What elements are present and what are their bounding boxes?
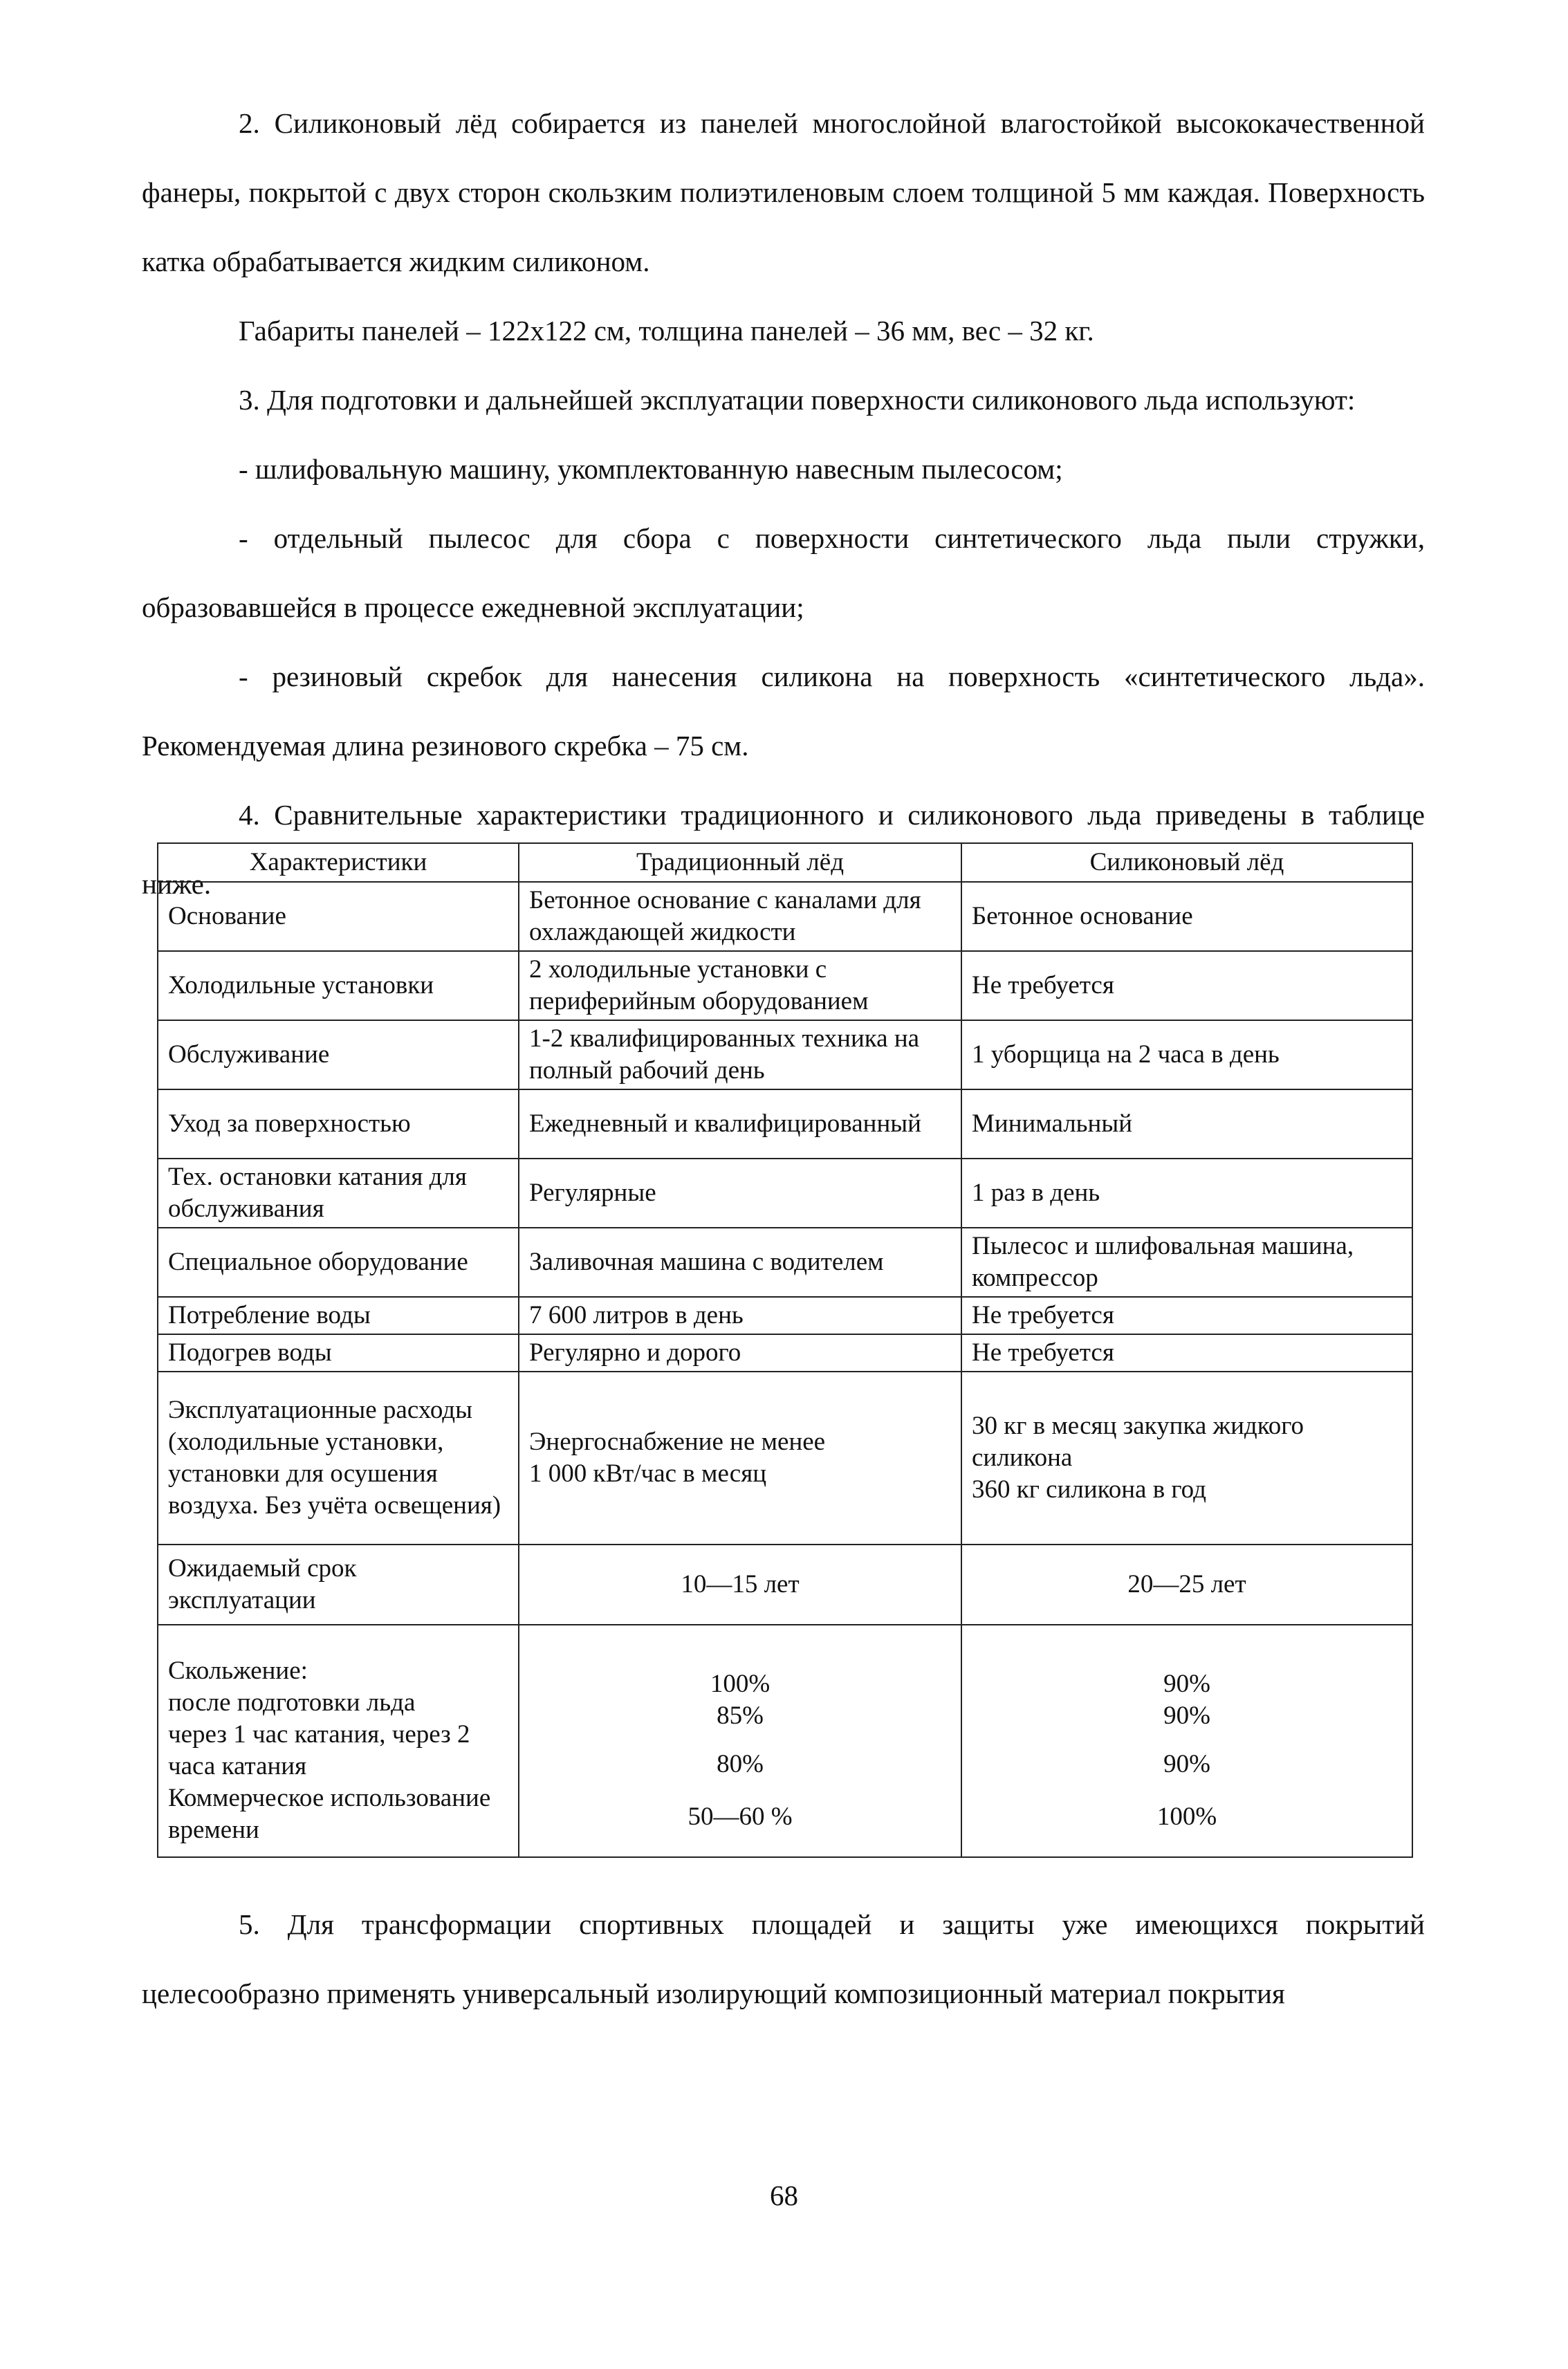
cell-text: Регулярно и дорого xyxy=(529,1338,741,1367)
comparison-table xyxy=(157,842,1413,1858)
table-cell xyxy=(961,1089,1412,1159)
cell-text: Заливочная машина с водителем xyxy=(529,1248,884,1276)
cell-text: Специальное оборудование xyxy=(168,1248,468,1276)
table-cell xyxy=(961,882,1412,951)
table-row xyxy=(158,1334,1412,1372)
table-cell xyxy=(519,1334,961,1372)
table-cell xyxy=(158,882,519,951)
cell-text: Подогрев воды xyxy=(168,1338,332,1367)
cell-text: Обслуживание xyxy=(168,1040,330,1069)
table-row-sliding xyxy=(158,1625,1412,1857)
cell-text: Потребление воды xyxy=(168,1301,371,1329)
table-cell xyxy=(519,951,961,1020)
paragraph: 3. Для подготовки и дальнейшей эксплуатации поверхности силиконового льда используют: xyxy=(239,384,1356,416)
cell-text: 100% xyxy=(710,1670,771,1698)
paragraph: 5. Для трансформации спортивных площадей и защиты уже имеющихся покрытий целесообразно применять универсальный изолирующий композиционный материал покрытия xyxy=(142,1908,1425,2009)
cell-text: Уход за поверхностью xyxy=(168,1109,411,1138)
cell-text: Минимальный xyxy=(972,1109,1133,1138)
table-cell xyxy=(519,1545,961,1625)
table-cell xyxy=(961,1372,1412,1545)
paragraph: Габариты панелей – 122х122 см, толщина панелей – 36 мм, вес – 32 кг. xyxy=(239,315,1094,347)
cell-text: 30 кг в месяц закупка жидкого силикона xyxy=(972,1412,1304,1472)
list-item: - резиновый скребок для нанесения силикона на поверхность «синтетического льда». Рекомендуемая длина резинового скребка – 75 см. xyxy=(142,661,1425,762)
column-header: Характеристики xyxy=(158,843,519,882)
table-cell xyxy=(519,882,961,951)
table-cell xyxy=(158,1228,519,1297)
table-cell xyxy=(961,1625,1412,1857)
cell-text: 50—60 % xyxy=(688,1803,793,1831)
table-cell xyxy=(158,1625,519,1857)
cell-text: Бетонное основание xyxy=(972,902,1193,930)
cell-text: 1 раз в день xyxy=(972,1179,1100,1207)
table-cell xyxy=(158,1159,519,1228)
cell-text: Энергоснабжение не менее xyxy=(529,1428,826,1456)
cell-text: Не требуется xyxy=(972,1338,1114,1367)
cell-text: Тех. остановки катания для обслуживания xyxy=(168,1163,467,1223)
cell-text: Ожидаемый срок эксплуатации xyxy=(168,1554,357,1614)
cell-text: 2 холодильные установки с периферийным оборудованием xyxy=(529,955,869,1015)
table-cell xyxy=(519,1297,961,1334)
cell-text: Не требуется xyxy=(972,1301,1114,1329)
page-number: 68 xyxy=(770,2179,798,2211)
cell-text: 1 000 кВт/час в месяц xyxy=(529,1459,767,1488)
cell-text: 85% xyxy=(717,1702,764,1730)
top-text xyxy=(142,89,1425,919)
table-cell xyxy=(519,1625,961,1857)
paragraph: 2. Силиконовый лёд собирается из панелей многослойной влагостойкой высококачественной фанеры, покрытой с двух сторон скользким полиэтиленовым слоем толщиной 5 мм каждая. Поверхность катка обрабатывается жидким силиконом. xyxy=(142,107,1425,277)
table-cell xyxy=(519,1089,961,1159)
table-cell xyxy=(519,1020,961,1089)
table-row xyxy=(158,1372,1412,1545)
cell-text: 360 кг силикона в год xyxy=(972,1475,1206,1504)
table-row xyxy=(158,1228,1412,1297)
table-row xyxy=(158,1159,1412,1228)
column-header: Традиционный лёд xyxy=(519,843,961,882)
cell-text: 20—25 лет xyxy=(1127,1570,1246,1598)
table-cell xyxy=(158,1297,519,1334)
table-header-row xyxy=(158,843,1412,882)
table-cell xyxy=(158,1545,519,1625)
cell-text: Пылесос и шлифовальная машина, компрессор xyxy=(972,1232,1354,1292)
cell-text: 1-2 квалифицированных техника на полный рабочий день xyxy=(529,1024,920,1085)
cell-text: 80% xyxy=(717,1750,764,1778)
table-cell xyxy=(158,1020,519,1089)
cell-text: Регулярные xyxy=(529,1179,656,1207)
cell-text: Коммерческое использование времени xyxy=(168,1784,491,1844)
bottom-text xyxy=(142,1890,1425,2028)
table-cell xyxy=(519,1228,961,1297)
cell-text: через 1 час катания, через 2 часа катания xyxy=(168,1720,470,1780)
cell-text: 100% xyxy=(1156,1803,1217,1831)
table-row xyxy=(158,1545,1412,1625)
column-header: Силиконовый лёд xyxy=(961,843,1412,882)
table-cell xyxy=(961,1545,1412,1625)
table-cell xyxy=(961,1228,1412,1297)
table-cell xyxy=(158,951,519,1020)
table-cell xyxy=(961,1297,1412,1334)
cell-text: Холодильные установки xyxy=(168,971,434,999)
table-row xyxy=(158,1297,1412,1334)
table-row xyxy=(158,951,1412,1020)
table-cell xyxy=(158,1089,519,1159)
list-item: - отдельный пылесос для сбора с поверхности синтетического льда пыли стружки, образовавшейся в процессе ежедневной эксплуатации; xyxy=(142,522,1425,623)
table-row xyxy=(158,1020,1412,1089)
cell-text: 90% xyxy=(1163,1670,1210,1698)
cell-text: после подготовки льда xyxy=(168,1688,416,1717)
cell-text: Не требуется xyxy=(972,971,1114,999)
table-cell xyxy=(158,1334,519,1372)
table-cell xyxy=(961,1159,1412,1228)
cell-text: Скольжение: xyxy=(168,1657,308,1685)
paragraph: 4. Сравнительные характеристики традиционного и силиконового льда приведены в таблице ниже. xyxy=(142,799,1425,900)
cell-text: 10—15 лет xyxy=(681,1570,800,1598)
table-cell xyxy=(519,1159,961,1228)
table-cell xyxy=(961,1020,1412,1089)
cell-text: 90% xyxy=(1163,1702,1210,1730)
cell-text: Ежедневный и квалифицированный xyxy=(529,1109,921,1138)
cell-text: 90% xyxy=(1163,1750,1210,1778)
table-row xyxy=(158,882,1412,951)
table-cell xyxy=(961,1334,1412,1372)
cell-text: Бетонное основание с каналами для охлаждающей жидкости xyxy=(529,886,921,946)
cell-text: Эксплуатационные расходы (холодильные установки, установки для осушения воздуха. Без учёта освещения) xyxy=(168,1396,501,1520)
cell-text: 1 уборщица на 2 часа в день xyxy=(972,1040,1280,1069)
table-row xyxy=(158,1089,1412,1159)
list-item: - шлифовальную машину, укомплектованную навесным пылесосом; xyxy=(239,453,1063,485)
cell-text: Основание xyxy=(168,902,286,930)
table-cell xyxy=(961,951,1412,1020)
cell-text: 7 600 литров в день xyxy=(529,1301,744,1329)
table-cell xyxy=(519,1372,961,1545)
table-cell xyxy=(158,1372,519,1545)
